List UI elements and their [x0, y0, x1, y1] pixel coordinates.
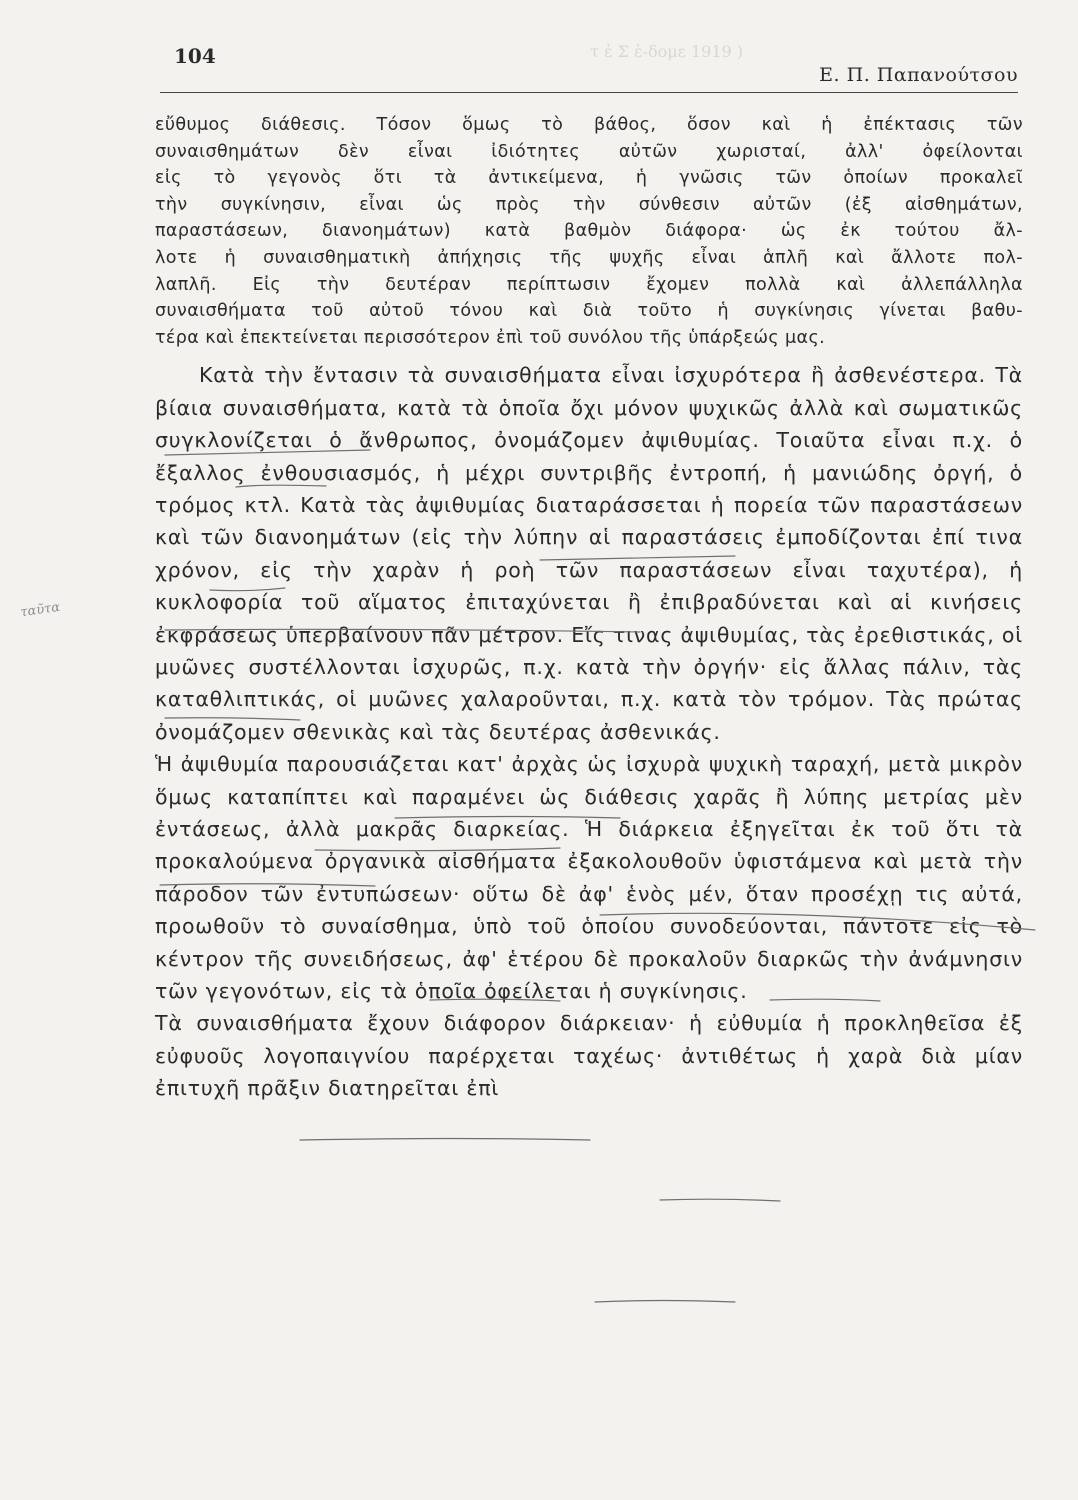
underline-mark — [300, 1139, 590, 1141]
page-number: 104 — [174, 44, 216, 68]
small-print-paragraph — [155, 112, 1023, 351]
paragraph-intensity: Κατὰ τὴν ἔντασιν τὰ συναισθήματα εἶναι ἰσχυρότερα ἢ ἀσθενέστερα. Τὰ βίαια συναισθήματα, κατὰ τὰ ὁποῖα ὄχι μόνον ψυχικῶς ἀλλὰ καὶ σωματικῶς συγκλονίζεται ὁ ἄνθρωπος, ὀνομάζομεν ἀψιθυμίας. Τοιαῦτα εἶναι π.χ. ὁ ἔξαλλος ἐνθουσιασμός, ἡ μέχρι συντριβῆς ἐντροπή, ἡ μανιώδης ὀργή, ὁ τρόμος κτλ. Κατὰ τὰς ἀψιθυμίας διαταράσσεται ἡ πορεία τῶν παραστάσεων καὶ τῶν διανοημάτων (εἰς τὴν λύπην αἱ παραστάσεις ἐμποδίζονται ἐπί τινα χρόνον, εἰς τὴν χαρὰν ἡ ροὴ τῶν παραστάσεων εἶναι ταχυτέρα), ἡ κυκλοφορία τοῦ αἵματος ἐπιταχύνεται ἢ ἐπιβραδύνεται καὶ αἱ κινήσεις ἐκφράσεως ὑπερβαίνουν πᾶν μέτρον. Εἴς τινας ἀψιθυμίας, τὰς ἐρεθιστικάς, οἱ μυῶνες συστέλλονται ἰσχυρῶς, π.χ. κατὰ τὴν ὀργήν· εἰς ἄλλας πάλιν, τὰς καταθλιπτικάς, οἱ μυῶνες χαλαροῦνται, π.χ. κατὰ τὸν τρόμον. Τὰς πρώτας ὀνομάζομεν σθενικὰς καὶ τὰς δευτέρας ἀσθενικάς. — [155, 363, 1023, 744]
text-line: εἰς τὸ γεγονὸς ὅτι τὰ ἀντικείμενα, ἡ γνῶσις τῶν ὁποίων προκαλεῖ — [155, 168, 1023, 189]
text-line: συναισθημάτων δὲν εἶναι ἰδιότητες αὐτῶν χωρισταί, ἀλλ' ὀφείλονται — [155, 141, 1023, 162]
text-line: συναισθήματα τοῦ αὐτοῦ τόνου καὶ διὰ τοῦτο ἡ συγκίνησις γίνεται βαθυ- — [155, 301, 1023, 322]
text-line: παραστάσεων, διανοημάτων) κατὰ βαθμὸν διάφορα· ὡς ἐκ τούτου ἄλ- — [155, 221, 1023, 242]
text-line: εὔθυμος διάθεσις. Τόσον ὅμως τὸ βάθος, ὅσον καὶ ἡ ἐπέκτασις τῶν — [155, 115, 1023, 135]
handwritten-margin-notes — [0, 579, 161, 631]
underline-mark — [660, 1199, 780, 1201]
underline-mark — [595, 1301, 735, 1303]
text-line: τὴν συγκίνησιν, εἶναι ὡς πρὸς τὴν σύνθεσιν αὐτῶν (ἐξ αἰσθημάτων, — [155, 194, 1023, 215]
page-header — [160, 42, 1018, 93]
text-line: λοτε ἡ συναισθηματικὴ ἀπήχησις τῆς ψυχῆς εἶναι ἁπλῆ καὶ ἄλλοτε πολ- — [155, 247, 1023, 268]
show-through-text: τ ἐ Σ ἑ-δομε 1919 ) — [590, 42, 744, 61]
text-line: λαπλῆ. Εἰς τὴν δευτέραν περίπτωσιν ἔχομεν πολλὰ καὶ ἀλλεπάλληλα — [155, 274, 1023, 295]
running-head: Ε. Π. Παπανούτσου — [819, 64, 1018, 86]
paragraph-duration: Τὰ συναισθήματα ἔχουν διάφορον διάρκειαν· ἡ εὐθυμία ἡ προκληθεῖσα ἐξ εὐφυοῦς λογοπαιγνίου παρέρχεται ταχέως· ἀντιθέτως ἡ χαρὰ διὰ μίαν ἐπιτυχῆ πρᾶξιν διατηρεῖται ἐπὶ — [155, 1011, 1023, 1101]
main-paragraphs — [155, 359, 1023, 1104]
body-text — [155, 112, 1023, 1105]
text-line: τέρα καὶ ἐπεκτείνεται περισσότερον ἐπὶ τοῦ συνόλου τῆς ὑπάρξεώς μας. — [155, 327, 826, 348]
paragraph-outburst: Ἡ ἀψιθυμία παρουσιάζεται κατ' ἀρχὰς ὡς ἰσχυρὰ ψυχικὴ ταραχή, μετὰ μικρὸν ὅμως καταπίπτει καὶ παραμένει ὡς διάθεσις χαρᾶς ἢ λύπης μετρίας μὲν ἐντάσεως, ἀλλὰ μακρᾶς διαρκείας. Ἡ διάρκεια ἐξηγεῖται ἐκ τοῦ ὅτι τὰ προκαλούμενα ὀργανικὰ αἰσθήματα ἐξακολουθοῦν ὑφιστάμενα καὶ μετὰ τὴν πάροδον τῶν ἐντυπώσεων· οὕτω δὲ ἀφ' ἑνὸς μέν, ὅταν προσέχῃ τις αὐτά, προωθοῦν τὸ συναίσθημα, ὑπὸ τοῦ ὁποίου συνοδεύονται, πάντοτε εἰς τὸ κέντρον τῆς συνειδήσεως, ἀφ' ἑτέρου δὲ προκαλοῦν διαρκῶς τὴν ἀνάμνησιν τῶν γεγονότων, εἰς τὰ ὁποῖα ὀφείλεται ἡ συγκίνησις. — [155, 752, 1023, 1004]
margin-note: ταῦτα — [19, 599, 62, 621]
